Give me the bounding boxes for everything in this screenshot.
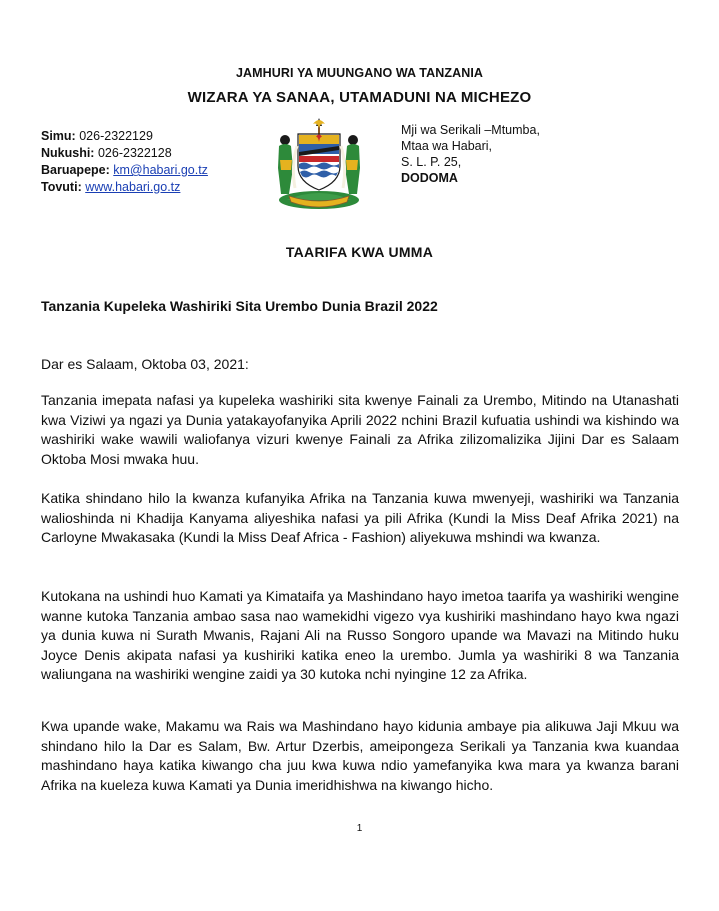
web-line: [41, 179, 208, 196]
web-label: Tovuti:: [41, 180, 82, 194]
address-line-1: Mji wa Serikali –Mtumba,: [401, 123, 540, 137]
email-line: [41, 162, 208, 179]
website-link[interactable]: www.habari.go.tz: [85, 180, 181, 194]
phone-value: 026-2322129: [79, 129, 153, 143]
contact-block: [41, 128, 208, 196]
body-paragraph-3: Kutokana na ushindi huo Kamati ya Kimataifa ya Mashindano hayo imetoa taarifa ya washiriki wengine wanne kutoka Tanzania ambao sasa nao wamekidhi vigezo vya kushiriki mashindano hayo kwa ngazi ya dunia kuwa ni Surath Mwanis, Rajani Ali na Russo Songoro upande wa Mavazi na Mitindo huku Joyce Denis akipata nafasi ya kushiriki katika eneo la urembo. Jumla ya washiriki 8 wa Tanzania waliungana na washiriki wengine zaidi ya 30 kutoka nchi nyingine 12 za Afrika.: [41, 588, 679, 682]
fax-value: 026-2322128: [97, 146, 172, 160]
tanzania-coat-of-arms-icon: [273, 116, 365, 212]
document-title: TAARIFA KWA UMMA: [285, 244, 434, 260]
phone-line: [41, 128, 208, 145]
fax-label: Nukushi:: [41, 146, 95, 160]
address-city: DODOMA: [401, 171, 458, 185]
page-number: 1: [356, 823, 363, 834]
body-paragraph-1: Tanzania imepata nafasi ya kupeleka washiriki sita kwenye Fainali za Urembo, Mitindo na Utanashati kwa Viziwi ya ngazi ya Dunia yatakayofanyika Aprili 2022 nchini Brazil kufuatia ushindi wa kishindo wa washiriki wake wawili waliofanya vizuri kwenye Fainali za Afrika zilizomalizika Jijini Dar es Salaam Oktoba Mosi mwaka huu.: [41, 392, 679, 467]
ministry-country-heading: JAMHURI YA MUUNGANO WA TANZANIA: [235, 66, 484, 80]
body-paragraph-4: Kwa upande wake, Makamu wa Rais wa Mashindano hayo kidunia ambaye pia alikuwa Jaji Mkuu wa shindano hilo la Dar es Salam, Bw. Artur Dzerbis, ameipongeza Serikali ya Tanzania kwa kuandaa mashindano haya katika kiwango cha juu kwa kuwa ndio yamefanyika kwa mara ya kwanza barani Afrika na kueleza kuwa Kamati ya Dunia imeridhishwa na kiwango hicho.: [41, 718, 679, 793]
address-line-3: S. L. P. 25,: [401, 155, 462, 169]
phone-label: Simu:: [41, 129, 76, 143]
email-link[interactable]: km@habari.go.tz: [113, 163, 208, 177]
address-line-2: Mtaa wa Habari,: [401, 139, 493, 153]
dateline: Dar es Salaam, Oktoba 03, 2021:: [41, 356, 249, 372]
fax-line: [41, 145, 208, 162]
ministry-name-heading: WIZARA YA SANAA, UTAMADUNI NA MICHEZO: [187, 89, 532, 106]
email-label: Baruapepe:: [41, 163, 110, 177]
document-subject: Tanzania Kupeleka Washiriki Sita Urembo Dunia Brazil 2022: [41, 298, 438, 314]
body-paragraph-2: Katika shindano hilo la kwanza kufanyika Afrika na Tanzania kuwa mwenyeji, washiriki wa Tanzania walioshinda ni Khadija Kanyama aliyeshika nafasi ya pili Afrika (Kundi la Miss Deaf Afrika 2021) na Carloyne Mwakasaka (Kundi la Miss Deaf Africa - Fashion) aliyekuwa mshindi wa kwanza.: [41, 490, 679, 545]
address-block: [401, 122, 540, 186]
